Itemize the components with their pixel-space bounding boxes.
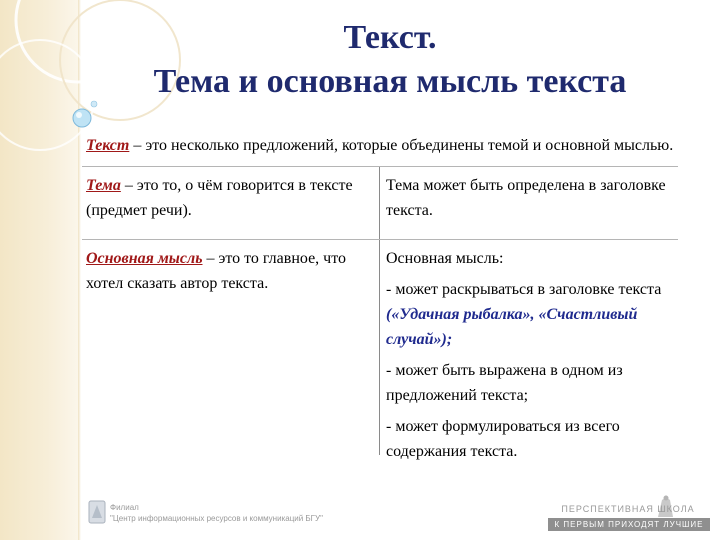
- definition-grid: [82, 167, 678, 460]
- theme-note-cell: [380, 167, 678, 239]
- main-idea-item-1-prefix: - может раскрываться в заголовке текста: [386, 281, 662, 298]
- content-table: [82, 133, 678, 460]
- table-row-main-idea: [82, 240, 678, 460]
- slide-title: [90, 16, 690, 104]
- term-theme: Тема: [86, 177, 121, 194]
- theme-note-text: Тема может быть определена в заголовке текста.: [386, 177, 666, 219]
- main-idea-definition-cell: [82, 240, 380, 455]
- main-idea-item-3: - может формулироваться из всего содержания текста.: [386, 418, 620, 460]
- main-idea-definition-text: – это то главное, что хотел сказать автор текста.: [86, 250, 347, 292]
- term-text: Текст: [86, 137, 130, 154]
- affiliate-logo-icon: [88, 500, 106, 524]
- example-titles: «Удачная рыбалка», «Счастливый случай»: [386, 306, 638, 348]
- footer: [0, 490, 720, 540]
- affiliate-caption-line-1: Филиал: [110, 503, 139, 512]
- affiliate-caption: [110, 502, 323, 524]
- main-idea-notes-cell: [380, 240, 678, 460]
- affiliate-caption-line-2: "Центр информационных ресурсов и коммуникаций БГУ": [110, 514, 323, 523]
- term-main-idea: Основная мысль: [86, 250, 203, 267]
- main-idea-item-1: [386, 277, 672, 352]
- example-open-paren: (: [386, 306, 392, 323]
- main-idea-heading: Основная мысль:: [386, 250, 504, 267]
- table-row-theme: [82, 167, 678, 240]
- intro-definition: [82, 133, 678, 167]
- school-name: ПЕРСПЕКТИВНАЯ ШКОЛА: [561, 504, 695, 514]
- title-line-1: Текст.: [343, 19, 437, 56]
- school-logo: [548, 494, 710, 538]
- intro-text: – это несколько предложений, которые объединены темой и основной мыслью.: [129, 137, 674, 154]
- school-slogan: К ПЕРВЫМ ПРИХОДЯТ ЛУЧШИЕ: [548, 518, 710, 531]
- theme-definition-text: – это то, о чём говорится в тексте (предмет речи).: [86, 177, 353, 219]
- example-close-paren: );: [441, 331, 453, 348]
- title-line-2: Тема и основная мысль текста: [153, 63, 627, 100]
- theme-definition-cell: [82, 167, 380, 239]
- main-idea-item-2: - может быть выражена в одном из предложений текста;: [386, 362, 623, 404]
